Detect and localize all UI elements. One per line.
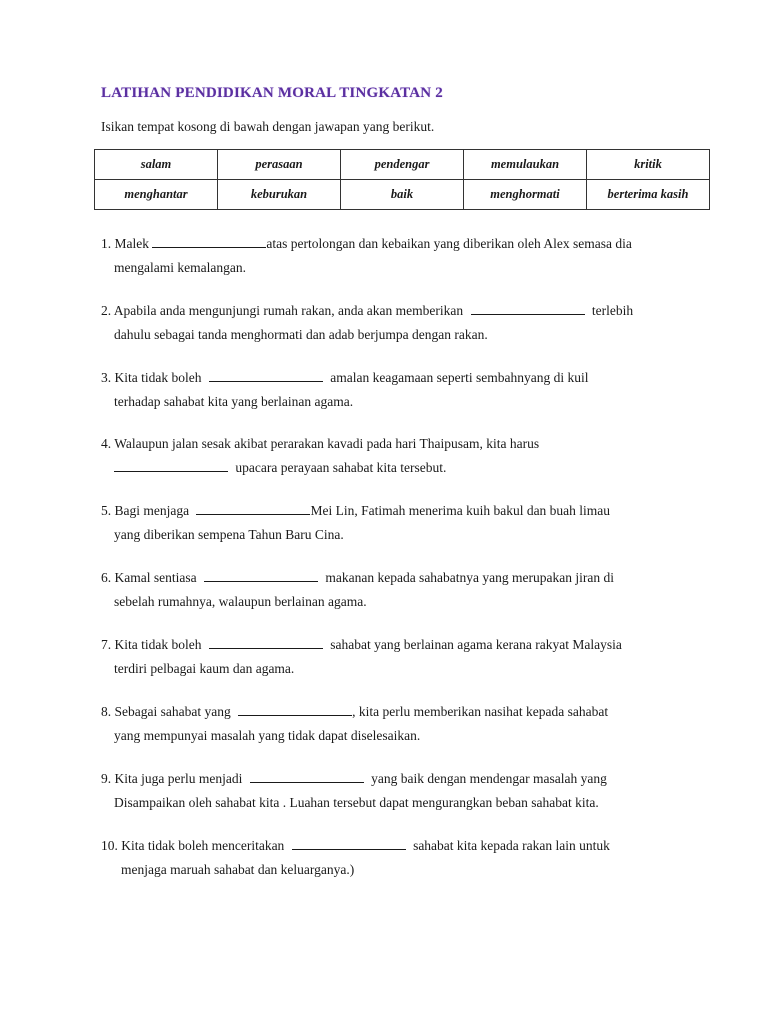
answer-blank[interactable] [196, 501, 310, 515]
question-text-b: Mei Lin, Fatimah menerima kuih bakul dan buah limau [310, 503, 611, 518]
question-text-a: Kita tidak boleh [114, 370, 202, 385]
question-text-a: Malek [114, 236, 149, 251]
question-2 [101, 299, 661, 347]
word-bank-cell: pendengar [341, 150, 464, 180]
question-number: 3. [101, 370, 112, 385]
question-10 [101, 834, 661, 882]
question-text-a: Sebagai sahabat yang [114, 704, 231, 719]
word-bank-cell: keburukan [218, 180, 341, 210]
question-text-a: Kamal sentiasa [114, 570, 197, 585]
question-number: 6. [101, 570, 112, 585]
question-number: 2. [101, 303, 112, 318]
word-bank-cell: perasaan [218, 150, 341, 180]
answer-blank[interactable] [292, 836, 406, 850]
answer-blank[interactable] [471, 301, 585, 315]
question-number: 10. [101, 838, 118, 853]
question-5 [101, 499, 661, 547]
question-text-c: yang mempunyai masalah yang tidak dapat diselesaikan. [114, 728, 421, 743]
answer-blank[interactable] [250, 769, 364, 783]
question-number: 8. [101, 704, 112, 719]
question-text-b: amalan keagamaan seperti sembahnyang di kuil [330, 370, 589, 385]
question-text-b: terlebih [591, 303, 634, 318]
question-text-c: yang diberikan sempena Tahun Baru Cina. [114, 527, 344, 542]
question-text-b: upacara perayaan sahabat kita tersebut. [235, 460, 447, 475]
question-text-b: atas pertolongan dan kebaikan yang diberikan oleh Alex semasa dia [266, 236, 632, 251]
question-text-b: yang baik dengan mendengar masalah yang [371, 771, 607, 786]
question-line-2 [101, 456, 661, 480]
question-number: 5. [101, 503, 112, 518]
question-8 [101, 700, 661, 748]
word-bank-cell: berterima kasih [587, 180, 710, 210]
question-text-b: sahabat kita kepada rakan lain untuk [413, 838, 610, 853]
worksheet-title: LATIHAN PENDIDIKAN MORAL TINGKATAN 2 [101, 85, 443, 101]
answer-blank[interactable] [209, 368, 323, 382]
word-bank-cell: kritik [587, 150, 710, 180]
question-text-c: menjaga maruah sahabat dan keluarganya.) [121, 862, 355, 877]
answer-blank[interactable] [238, 702, 352, 716]
word-bank-table [94, 149, 710, 210]
question-6 [101, 566, 661, 614]
question-text-b: , kita perlu memberikan nasihat kepada sahabat [352, 704, 609, 719]
question-text-c: terdiri pelbagai kaum dan agama. [114, 661, 295, 676]
question-3 [101, 366, 661, 414]
question-text-a: Apabila anda mengunjungi rumah rakan, anda akan memberikan [113, 303, 464, 318]
question-text-b: sahabat yang berlainan agama kerana rakyat Malaysia [330, 637, 622, 652]
word-bank-cell: memulaukan [464, 150, 587, 180]
word-bank-cell: salam [95, 150, 218, 180]
question-text-a: Bagi menjaga [114, 503, 190, 518]
word-bank-row [95, 150, 710, 180]
question-text-a: Kita tidak boleh menceritakan [121, 838, 285, 853]
question-text-c: dahulu sebagai tanda menghormati dan adab berjumpa dengan rakan. [114, 327, 488, 342]
question-text-b: makanan kepada sahabatnya yang merupakan jiran di [325, 570, 614, 585]
question-1 [101, 232, 661, 280]
question-number: 1. [101, 236, 112, 251]
question-number: 7. [101, 637, 112, 652]
question-7 [101, 633, 661, 681]
question-text-c: terhadap sahabat kita yang berlainan agama. [114, 394, 354, 409]
question-number: 4. [101, 436, 112, 451]
instruction-text: Isikan tempat kosong di bawah dengan jawapan yang berikut. [101, 119, 435, 134]
question-text-c: Disampaikan oleh sahabat kita . Luahan tersebut dapat mengurangkan beban sahabat kita. [114, 795, 599, 810]
answer-blank[interactable] [152, 234, 266, 248]
answer-blank[interactable] [209, 635, 323, 649]
word-bank-row [95, 180, 710, 210]
word-bank-cell: baik [341, 180, 464, 210]
question-text-c: sebelah rumahnya, walaupun berlainan agama. [114, 594, 367, 609]
answer-blank[interactable] [204, 568, 318, 582]
answer-blank[interactable] [114, 458, 228, 472]
question-text-a: Kita tidak boleh [114, 637, 202, 652]
question-text-c: mengalami kemalangan. [114, 260, 246, 275]
question-text-a: Kita juga perlu menjadi [114, 771, 243, 786]
question-number: 9. [101, 771, 112, 786]
word-bank-cell: menghantar [95, 180, 218, 210]
question-4 [101, 432, 661, 480]
question-9 [101, 767, 701, 815]
word-bank-cell: menghormati [464, 180, 587, 210]
question-text-a: Walaupun jalan sesak akibat perarakan kavadi pada hari Thaipusam, kita harus [114, 436, 540, 451]
